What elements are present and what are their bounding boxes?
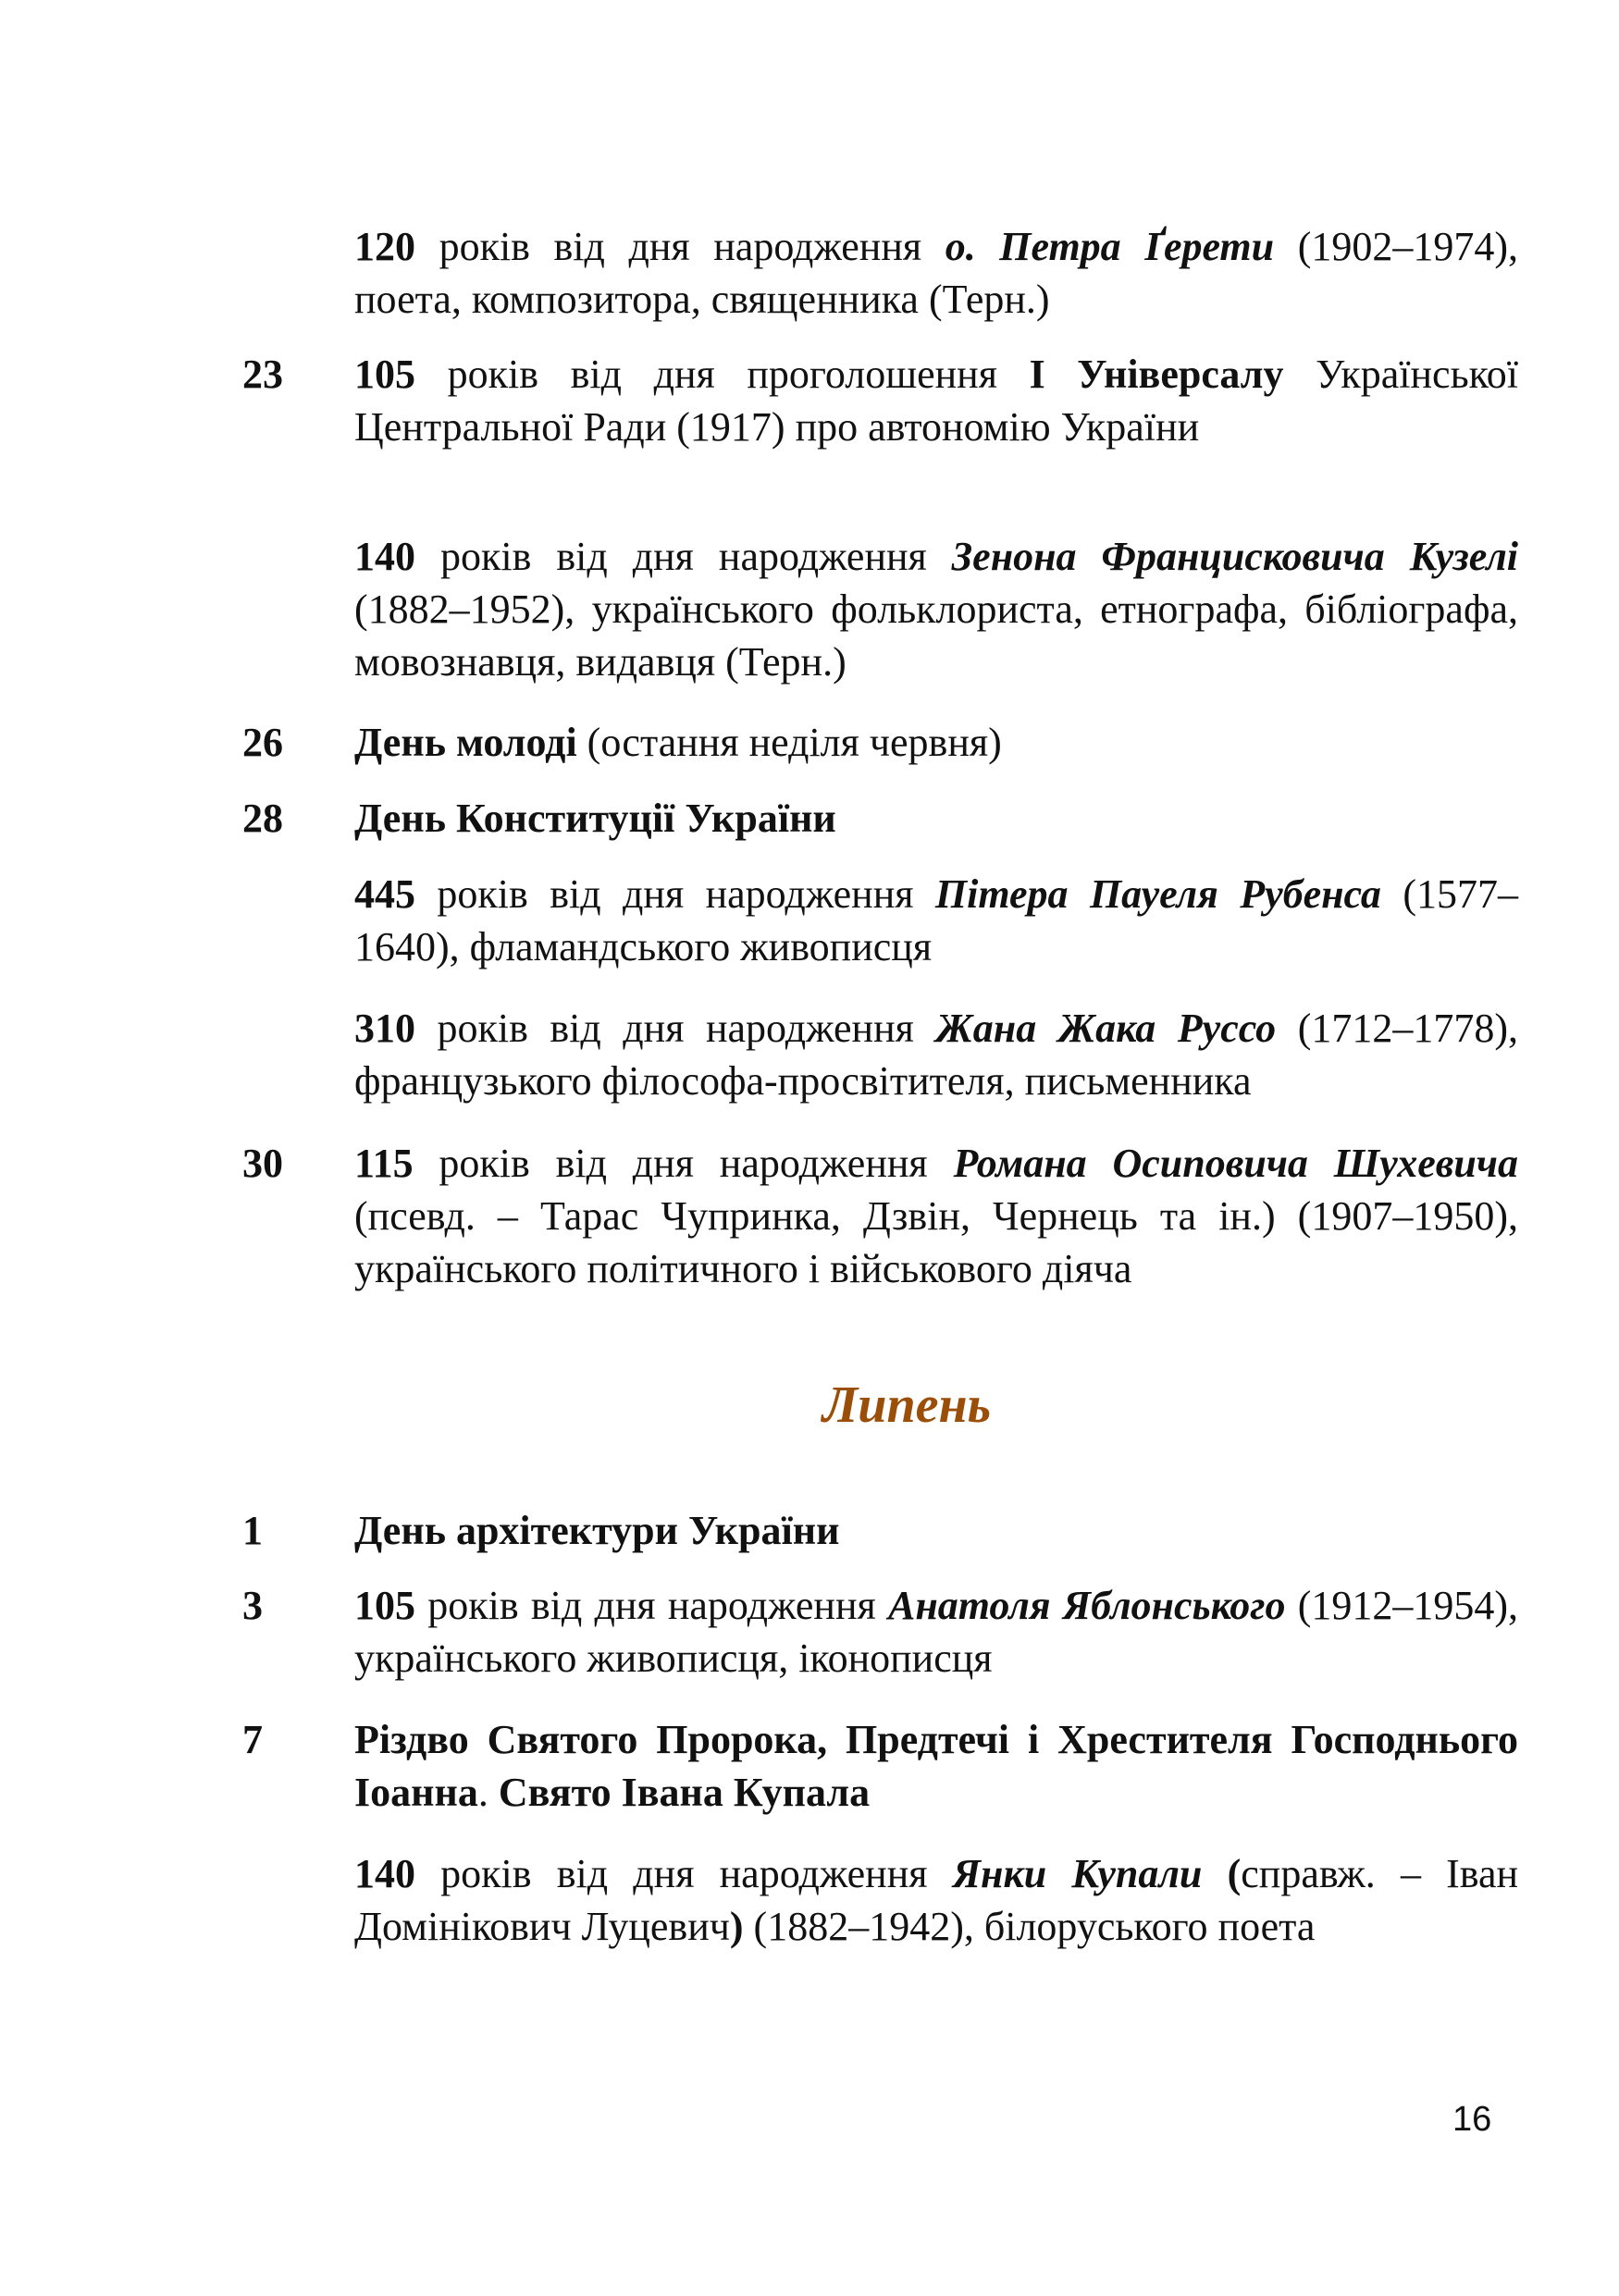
plain-text: років від дня народження [415,534,952,579]
bold-text: 120 [354,224,415,269]
bold-text: 105 [354,352,415,397]
person-name: Янки Купали [952,1851,1203,1896]
plain-text: років від дня проголошення [415,352,1030,397]
entry-day: 28 [242,796,283,841]
plain-text: років від дня народження [415,1006,936,1051]
entry-text [354,1713,1518,1819]
entry-day: 23 [242,352,283,397]
entry-text [354,530,1518,688]
bold-text: 310 [354,1006,415,1051]
entry-text [354,348,1518,453]
entry-day: 1 [242,1508,263,1553]
plain-text: років від дня народження [415,224,945,269]
plain-text: (1577–1640), фламандського живописця [354,871,1519,969]
bold-text: 115 [354,1141,414,1186]
bold-text: 140 [354,1851,415,1896]
entry-text [354,792,1518,845]
entry-day: 30 [242,1141,283,1186]
bold-text: Свято Івана Купала [498,1770,871,1815]
entry-text [354,1579,1518,1685]
entry-day: 26 [242,720,283,765]
bold-text: І Універсалу [1029,352,1284,397]
person-name: о. Петра Ґерети [945,224,1275,269]
person-name: Зенона Францисковича Кузелі [951,534,1518,579]
plain-text: (остання неділя червня) [576,720,1002,765]
plain-text: (псевд. – Тарас Чупринка, Дзвін, Чернець та ін.) (1907–1950), українського політичного і військового діяча [354,1193,1518,1291]
bold-text: День архітектури України [354,1508,840,1553]
person-name: Жана Жака Руссо [935,1006,1277,1051]
entry-day: 7 [242,1717,263,1762]
bold-text: ) [729,1904,744,1949]
entry-day: 3 [242,1583,263,1628]
bold-text: ( [1227,1851,1242,1896]
entry-text [354,868,1518,973]
plain-text: (1882–1942), білоруського поета [743,1904,1316,1949]
bold-text: 445 [354,871,415,917]
plain-text: років від дня народження [413,1141,954,1186]
plain-text: Української Центральної Ради (1917) про автономію України [354,352,1518,450]
person-name: Романа Осиповича Шухевича [953,1141,1518,1186]
person-name: Пітера Пауеля Рубенса [934,871,1381,917]
bold-text: 105 [354,1583,415,1628]
entry-text [354,1504,1518,1557]
bold-text: Різдво Святого Пророка, Предтечі і Хрестителя Господнього Іоанна [354,1717,1518,1815]
entry-text [354,1137,1518,1295]
plain-text: (1912–1954), українського живописця, іконописця [354,1583,1519,1681]
person-name: Анатоля Яблонського [887,1583,1286,1628]
plain-text: (1882–1952), українського фольклориста, етнографа, бібліографа, мовознавця, видавця (Терн.) [354,586,1518,685]
entry-text [354,220,1518,326]
plain-text: років від дня народження [415,1851,953,1896]
plain-text: років від дня народження [415,871,935,917]
entry-text [354,716,1518,769]
plain-text: (1902–1974), поета, композитора, священника (Терн.) [354,224,1519,322]
entry-text [354,1002,1518,1107]
month-heading: Липень [822,1376,992,1434]
plain-text [1202,1851,1227,1896]
plain-text: . [477,1770,499,1815]
plain-text: (1712–1778), французького філософа-просвітителя, письменника [354,1006,1519,1104]
bold-text: День Конституції України [354,796,836,841]
bold-text: День молоді [354,720,577,765]
page-number: 16 [1452,2100,1492,2139]
plain-text: справж. – Іван Домінікович Луцевич [354,1851,1519,1949]
plain-text: років від дня народження [415,1583,888,1628]
entry-text [354,1847,1518,1953]
bold-text: 140 [354,534,415,579]
